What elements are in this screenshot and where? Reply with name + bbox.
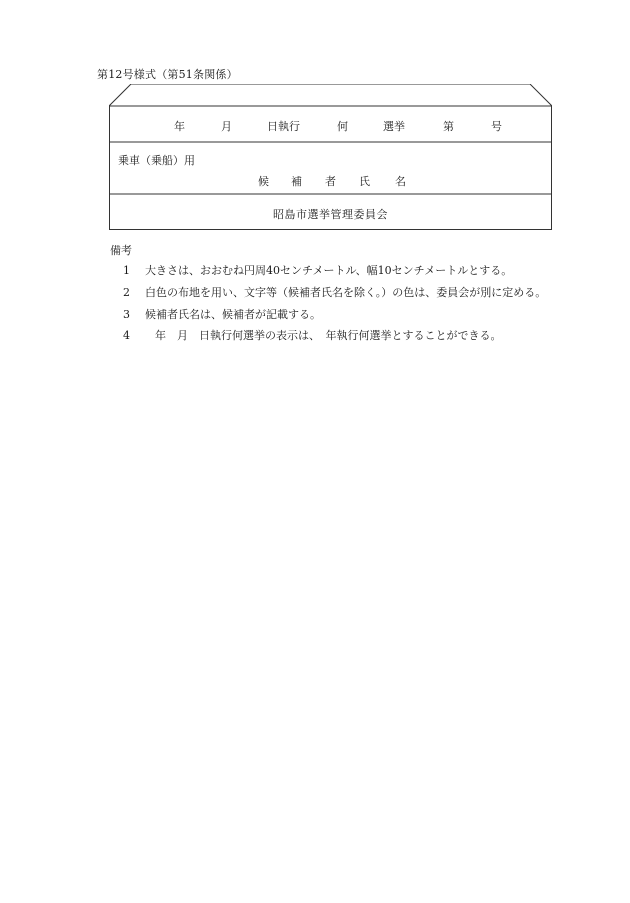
form-number-title: 第12号様式（第51条関係） [97,68,238,81]
candidate-char-5: 名 [395,175,406,188]
remark-item [123,306,321,322]
remark-item [123,284,546,300]
year-label: 年 [174,120,185,133]
remark-item [123,327,502,343]
remark-number: 2 [123,286,130,299]
candidate-char-4: 氏 [359,175,370,188]
day-held-label: 日執行 [267,120,300,133]
remarks-heading: 備考 [110,244,132,257]
election-committee-name: 昭島市選挙管理委員会 [273,208,388,221]
number-suffix-label: 号 [491,120,502,133]
remark-number: 1 [123,264,130,277]
candidate-char-3: 者 [325,175,336,188]
remark-text: 大きさは、おおむね円周40センチメートル、幅10センチメートルとする。 [145,264,513,277]
candidate-char-1: 候 [258,175,269,188]
remark-item [123,262,512,278]
remark-text: 候補者氏名は、候補者が記載する。 [145,308,321,321]
month-label: 月 [221,120,232,133]
number-prefix-label: 第 [443,120,454,133]
remark-text: 年 月 日執行何選挙の表示は、 年執行何選挙とすることができる。 [155,329,502,342]
election-name-label: 何 [337,120,348,133]
election-label: 選挙 [383,120,405,133]
candidate-char-2: 補 [291,175,302,188]
remark-number: 4 [123,329,130,342]
vehicle-use-label: 乗車（乗船）用 [118,154,195,167]
remark-text: 白色の布地を用い、文字等（候補者氏名を除く。）の色は、委員会が別に定める。 [145,286,547,299]
remark-number: 3 [123,308,130,321]
